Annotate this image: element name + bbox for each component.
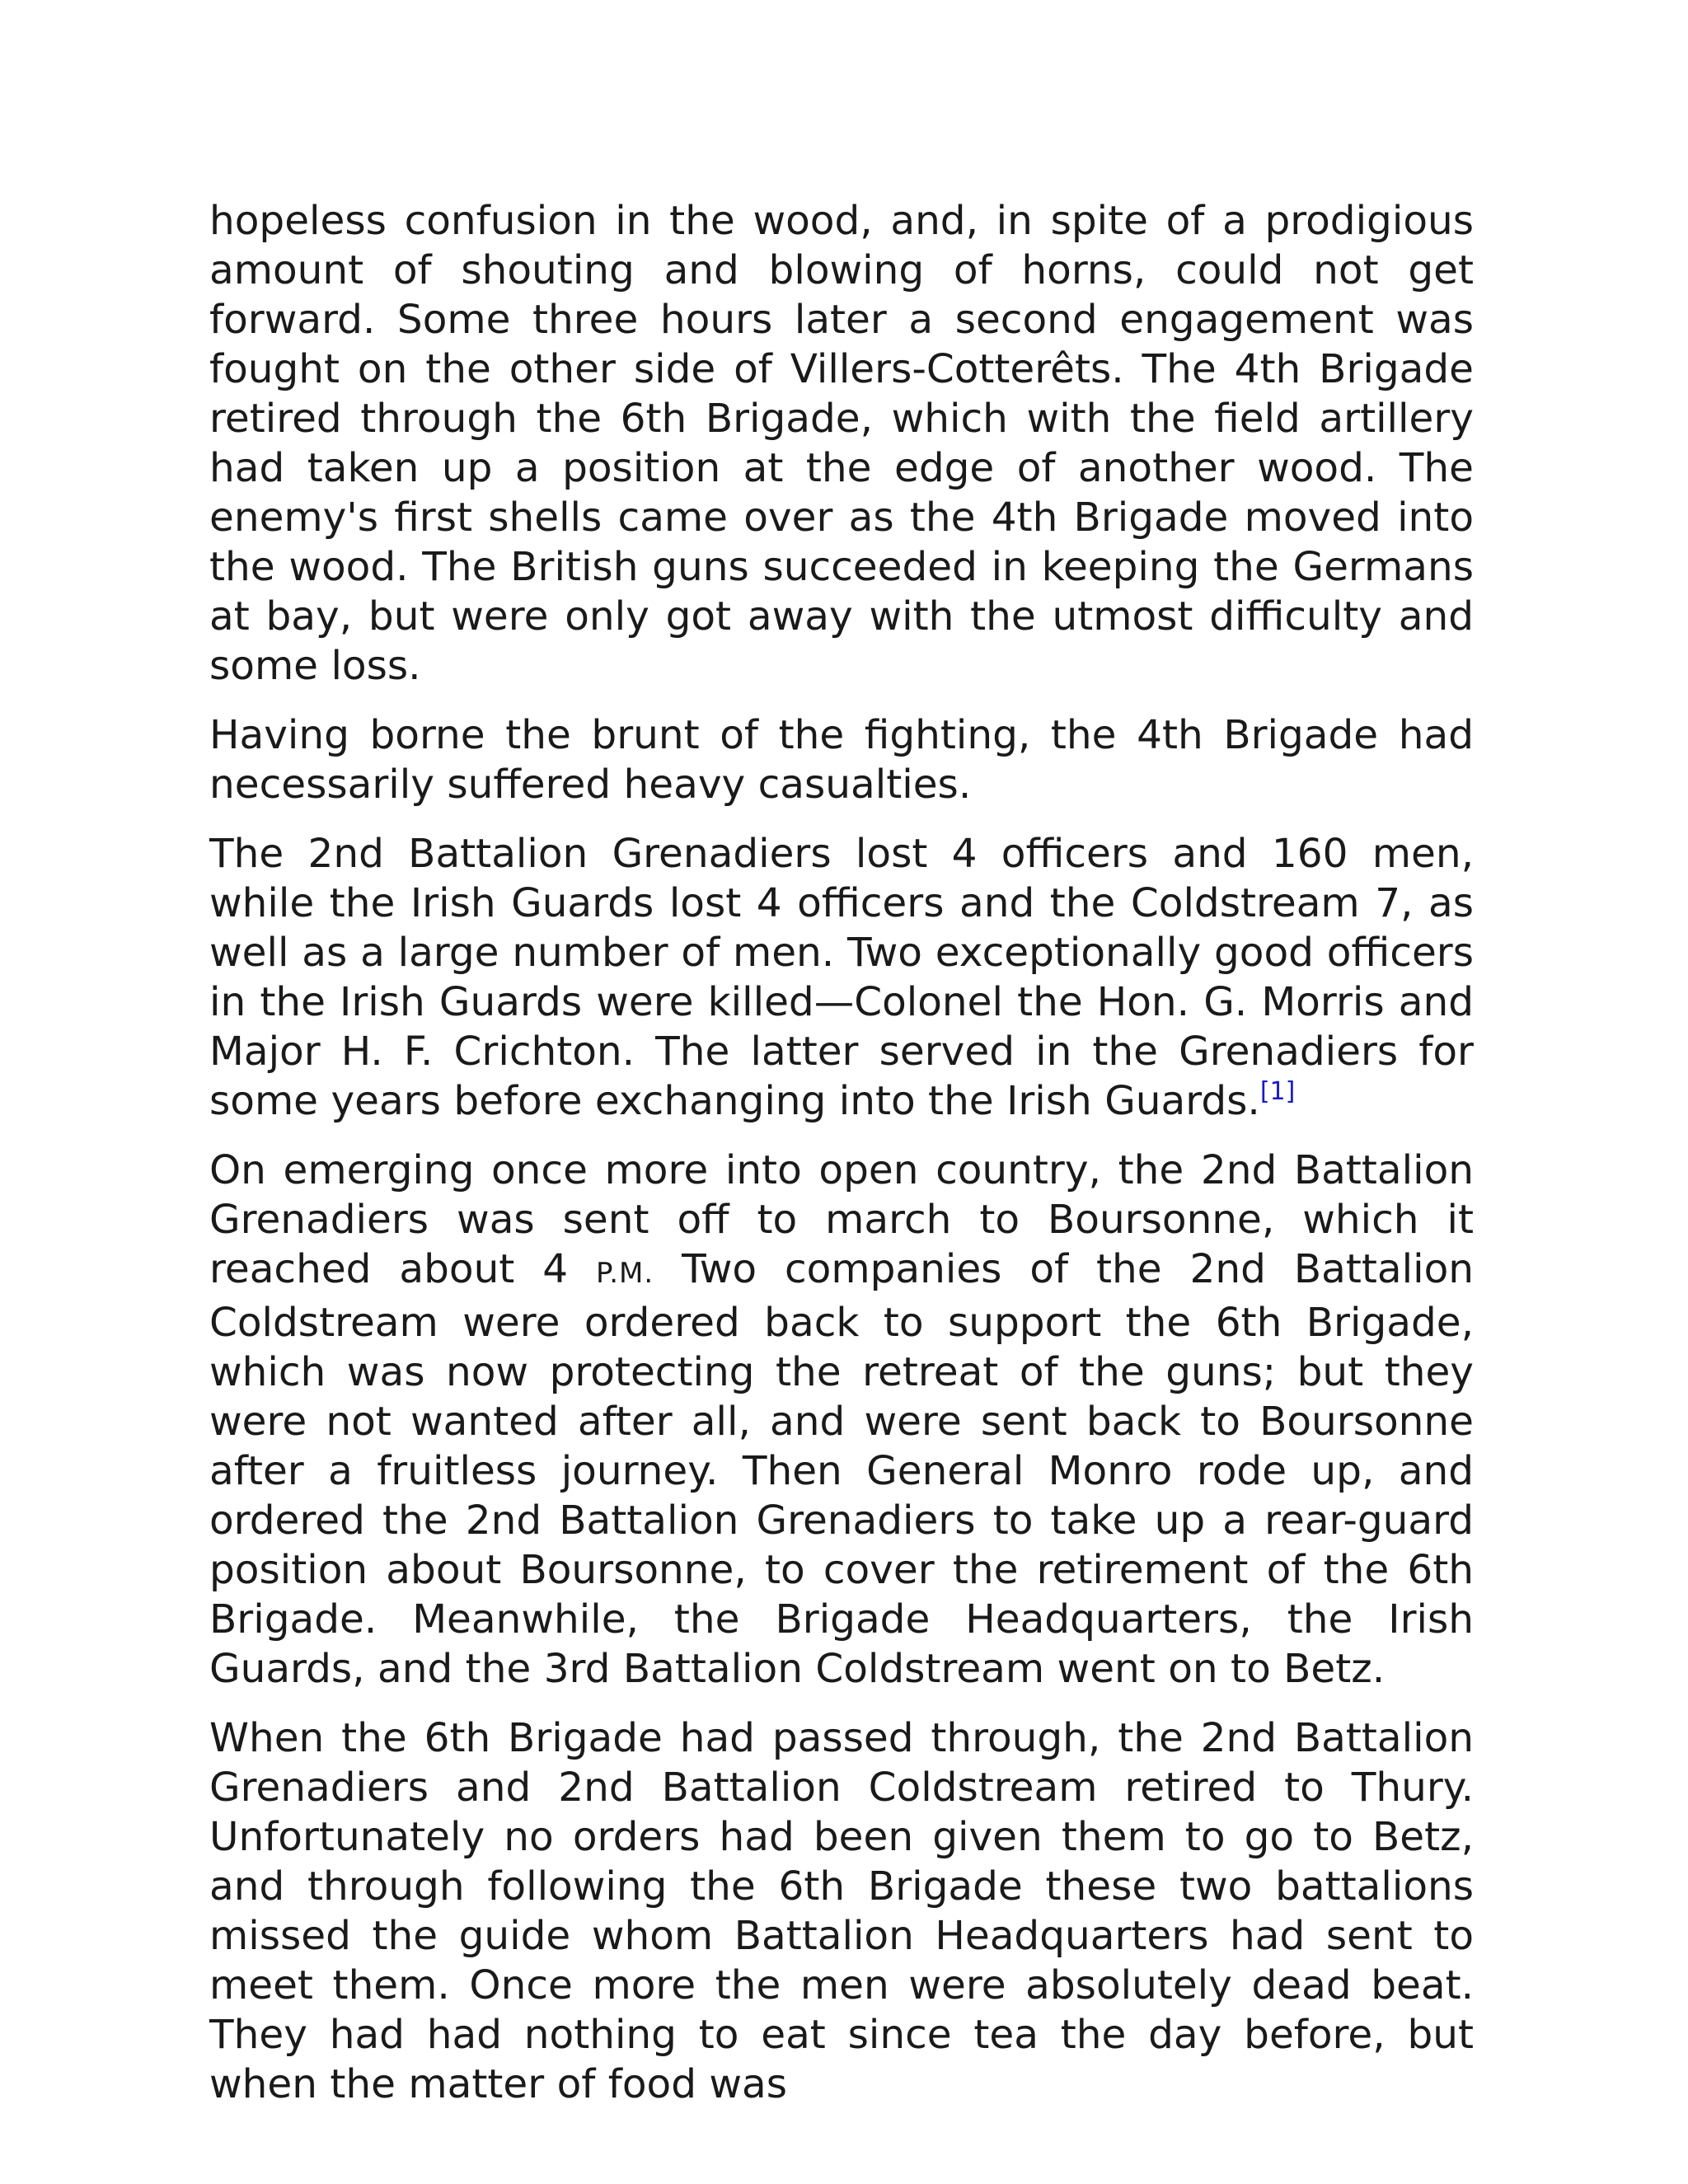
- time-abbreviation: P.M.: [596, 1257, 654, 1290]
- page-body: [209, 196, 1474, 2129]
- paragraph-2: Having borne the brunt of the fighting, the 4th Brigade had necessarily suffered heavy casualties.: [209, 712, 1474, 808]
- paragraph-1: hopeless confusion in the wood, and, in spite of a prodigious amount of shouting and blowing of horns, could not get forward. Some three hours later a second engagement was fought on the other side of Villers-Cotterêts. The 4th Brigade retired through the 6th Brigade, which with the field artillery had taken up a position at the edge of another wood. The enemy's first shells came over as the 4th Brigade moved into the wood. The British guns succeeded in keeping the Germans at bay, but were only got away with the utmost difficulty and some loss.: [209, 198, 1474, 689]
- footnote-link[interactable]: [1]: [1259, 1077, 1296, 1106]
- paragraph-4-text-end: Two companies of the 2nd Battalion Coldstream were ordered back to support the 6th Brigade, which was now protecting the retreat of the guns; but they were not wanted after all, and were sent back to Boursonne after a fruitless journey. Then General Monro rode up, and ordered the 2nd Battalion Grenadiers to take up a rear-guard position about Boursonne, to cover the retirement of the 6th Brigade. Meanwhile, the Brigade Headquarters, the Irish Guards, and the 3rd Battalion Coldstream went on to Betz.: [209, 1246, 1474, 1692]
- paragraph-3: [209, 829, 1474, 1126]
- paragraph-4-text-start: On emerging once more into open country, the 2nd Battalion Grenadiers was sent off to march to Boursonne, which it reached about 4: [209, 1147, 1474, 1292]
- paragraph-5: When the 6th Brigade had passed through, the 2nd Battalion Grenadiers and 2nd Battalion Coldstream retired to Thury. Unfortunately no orders had been given them to go to Betz, and through following the 6th Brigade these two battalions missed the guide whom Battalion Headquarters had sent to meet them. Once more the men were absolutely dead beat. They had had nothing to eat since tea the day before, but when the matter of food was: [209, 1715, 1474, 2107]
- paragraph-3-text: The 2nd Battalion Grenadiers lost 4 officers and 160 men, while the Irish Guards lost 4 officers and the Coldstream 7, as well as a large number of men. Two exceptionally good officers in the Irish Guards were killed—Colonel the Hon. G. Morris and Major H. F. Crichton. The latter served in the Grenadiers for some years before exchanging into the Irish Guards.: [209, 831, 1474, 1124]
- paragraph-4: [209, 1146, 1474, 1694]
